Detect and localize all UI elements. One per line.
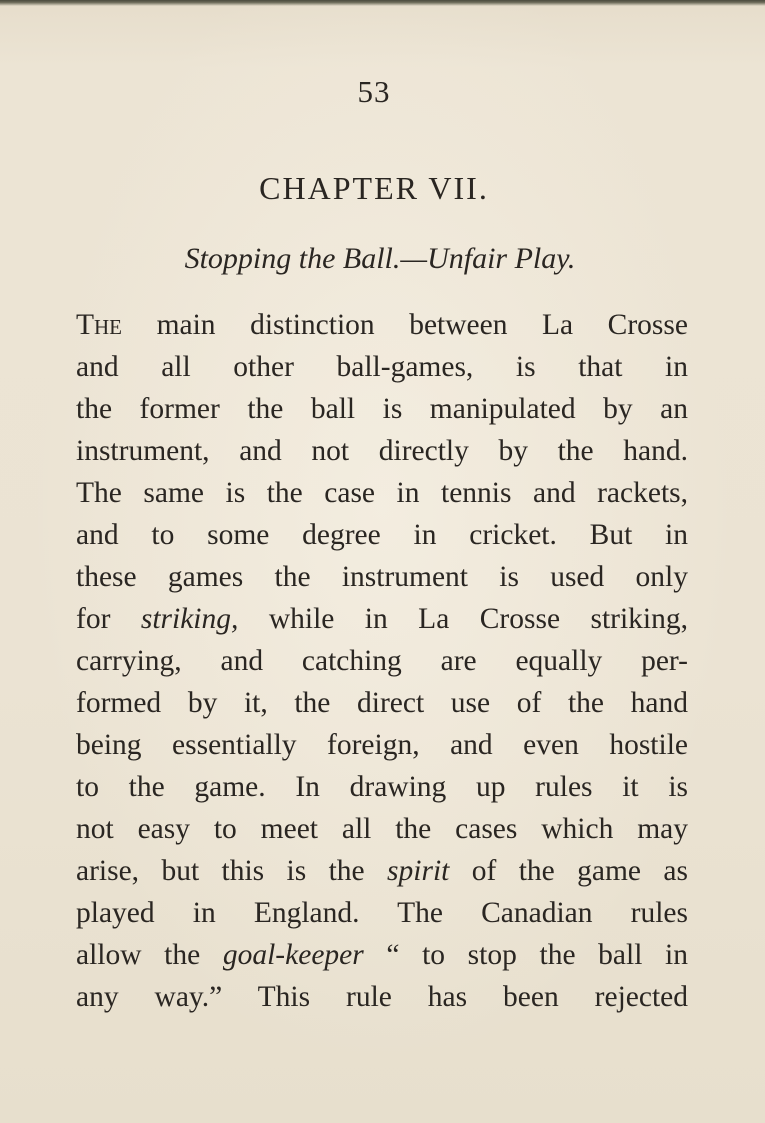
text-line [76,850,688,892]
text-line: and to some degree in cricket. But in [76,519,688,551]
text-fragment: arise, but this is the [76,855,388,887]
text-fragment: of the game as [449,855,688,887]
text-line: carrying, and catching are equally per- [76,645,688,677]
page-top-edge [0,0,765,6]
text-line [76,304,688,346]
text-line [76,598,688,640]
italic-word: striking, [140,603,239,635]
body-paragraph [76,304,688,1018]
chapter-subtitle: Stopping the Ball.—Unfair Play. [184,242,576,275]
text-line: being essentially foreign, and even hostile [76,729,688,761]
italic-word: spirit [387,855,450,887]
text-line [76,934,688,976]
text-fragment: “ to stop the ball in [363,939,688,971]
text-line: these games the instrument is used only [76,561,688,593]
text-fragment: for [76,603,141,635]
drop-word: The [76,309,123,341]
italic-word: goal-keeper [222,939,364,971]
text-line: the former the ball is manipulated by an [76,393,688,425]
text-line: played in England. The Canadian rules [76,897,688,929]
text-line: not easy to meet all the cases which may [76,813,688,845]
text-fragment: allow the [76,939,223,971]
page-number: 53 [357,74,391,109]
text-fragment: while in La Crosse striking, [238,603,688,635]
text-line: The same is the case in tennis and rackets, [76,477,688,509]
text-line-rest: main distinction between La Crosse [122,309,688,341]
text-line: to the game. In drawing up rules it is [76,771,688,803]
text-line: formed by it, the direct use of the hand [76,687,688,719]
text-line: any way.” This rule has been rejected [76,981,688,1013]
text-line: instrument, and not directly by the hand. [76,435,688,467]
chapter-title: CHAPTER VII. [259,170,489,206]
text-line: and all other ball-games, is that in [76,351,688,383]
